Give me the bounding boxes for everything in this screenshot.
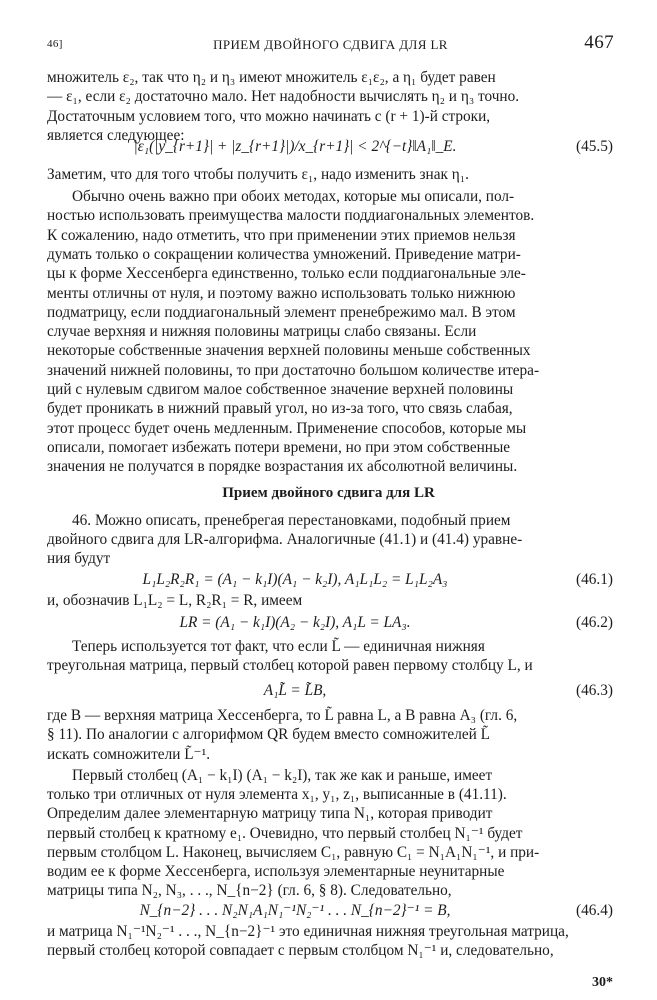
text-line: искать сомножители L̃⁻¹. xyxy=(47,745,211,763)
text-line: только три отличных от нуля элемента x₁, y₁, z₁, выписанные в (41.11). xyxy=(47,785,507,803)
equation-math: LR = (A₁ − k₁I)(A₂ − k₂I), A₁L = LA₃. xyxy=(179,614,411,632)
signature-mark: 30* xyxy=(592,975,613,990)
text-line: этот процесс будет очень медленным. Применение способов, которые мы xyxy=(47,419,527,437)
equation-math: |ε₁(|y_{r+1}| + |z_{r+1}|)/x_{r+1}| < 2^{−t}‖A₁‖_E. xyxy=(133,138,457,156)
equation-46-3 xyxy=(47,680,613,702)
text-line: Определим далее элементарную матрицу типа N₁, которая приводит xyxy=(47,805,493,823)
equation-math: A₁L̃ = L̃B, xyxy=(263,681,327,699)
equation-number: (46.1) xyxy=(576,571,613,589)
text-line: ций с нулевым сдвигом малое собственное значение верхней половины xyxy=(47,381,514,399)
text-line: Теперь используется тот факт, что если L̃ — единичная нижняя xyxy=(72,637,485,655)
equation-46-1 xyxy=(47,569,613,591)
text-line: множитель ε₂, так что η₂ и η₃ имеют множитель ε₁ε₂, а η₁ будет равен xyxy=(47,69,496,86)
text-line: и, обозначив L₁L₂ = L, R₂R₁ = R, имеем xyxy=(47,592,303,610)
equation-number: (46.3) xyxy=(576,681,613,699)
text-line: ния будут xyxy=(47,550,111,568)
text-line: первый столбец к кратному e₁. Очевидно, что первый столбец N₁⁻¹ будет xyxy=(47,824,523,842)
equation-number: (46.4) xyxy=(576,901,613,919)
equation-46-2 xyxy=(47,612,613,634)
text-line: цы к форме Хессенберга единственно, только если поддиагональные эле- xyxy=(47,265,526,283)
text-line: ностью использовать преимущества малости поддиагональных элементов. xyxy=(47,207,535,225)
text-line: думать только о сокращении количества умножений. Приведение матри- xyxy=(47,246,521,264)
text-line: Первый столбец (A₁ − k₁I) (A₁ − k₂I), так же как и раньше, имеет xyxy=(72,766,493,784)
text-line: первым столбцом L. Наконец, вычисляем C₁, равную C₁ = N₁A₁N₁⁻¹, и при- xyxy=(47,843,540,861)
header-title: ПРИЕМ ДВОЙНОГО СДВИГА ДЛЯ LR xyxy=(213,37,448,52)
section-ref: 46] xyxy=(47,38,63,50)
text-line: матрицы типа N₂, N₃, . . ., N_{n−2} (гл. 6, § 8). Следовательно, xyxy=(47,882,452,900)
text-line: § 11). По аналогии с алгорифмом QR будем вместо сомножителей L̃ xyxy=(47,726,490,744)
text-line: описали, помогает избежать потери времени, но при этом собственные xyxy=(47,438,511,456)
text-line: значений нижней половины, то при достаточно большом количестве итера- xyxy=(47,361,540,379)
text-line: водим ее к форме Хессенберга, используя элементарные неунитарные xyxy=(47,863,505,881)
text-line: будет проникать в нижний правый угол, но из-за того, что связь слабая, xyxy=(47,400,513,418)
section-title: Прием двойного сдвига для LR xyxy=(222,484,435,501)
text-line: двойного сдвига для LR-алгорифма. Аналогичные (41.1) и (41.4) уравне- xyxy=(47,530,523,548)
text-line: менты отличны от нуля, и поэтому важно использовать только нижнюю xyxy=(47,284,516,302)
text-line: Заметим, что для того чтобы получить ε₁, надо изменить знак η₁. xyxy=(47,166,469,184)
text-line: К сожалению, надо отметить, что при применении этих приемов нельзя xyxy=(47,226,516,244)
running-header xyxy=(47,32,614,58)
text-line: и матрица N₁⁻¹N₂⁻¹ . . ., N_{n−2}⁻¹ это единичная нижняя треугольная матрица, xyxy=(47,922,569,940)
text-line: некоторые собственные значения верхней половины меньше собственных xyxy=(47,342,531,360)
equation-math: L₁L₂R₂R₁ = (A₁ − k₁I)(A₁ − k₂I), A₁L₁L₂ = L₁L₂A₃ xyxy=(142,571,448,589)
text-line: треугольная матрица, первый столбец которой равен первому столбцу L, и xyxy=(47,657,533,675)
text-line: подматрицу, если поддиагональный элемент пренебрежимо мал. В этом xyxy=(47,303,516,321)
text-line: 46. Можно описать, пренебрегая перестановками, подобный прием xyxy=(72,511,511,529)
text-line: является следующее: xyxy=(47,126,185,144)
text-line: случае верхняя и нижняя половины матрицы слабо связаны. Если xyxy=(47,323,477,341)
equation-46-4 xyxy=(47,900,613,922)
text-line: где B — верхняя матрица Хессенберга, то L̃ равна L, а B равна A₃ (гл. 6, xyxy=(47,707,518,725)
text-line: — ε₁, если ε₂ достаточно мало. Нет надобности вычислять η₂ и η₃ точно. xyxy=(47,88,520,106)
page-number: 467 xyxy=(584,32,614,53)
text-line: Достаточным условием того, что можно начинать с (r + 1)-й строки, xyxy=(47,107,491,125)
text-line: значения не получатся в порядке возрастания их абсолютной величины. xyxy=(47,458,518,476)
text-line: первый столбец которой совпадает с первым столбцом N₁⁻¹ и, следовательно, xyxy=(47,942,554,959)
equation-number: (46.2) xyxy=(576,614,613,632)
equation-45-5 xyxy=(47,136,613,158)
text-line: Обычно очень важно при обоих методах, которые мы описали, пол- xyxy=(72,188,515,206)
equation-math: N_{n−2} . . . N₂N₁A₁N₁⁻¹N₂⁻¹ . . . N_{n−2}⁻¹ = B, xyxy=(139,901,451,919)
equation-number: (45.5) xyxy=(576,138,613,156)
